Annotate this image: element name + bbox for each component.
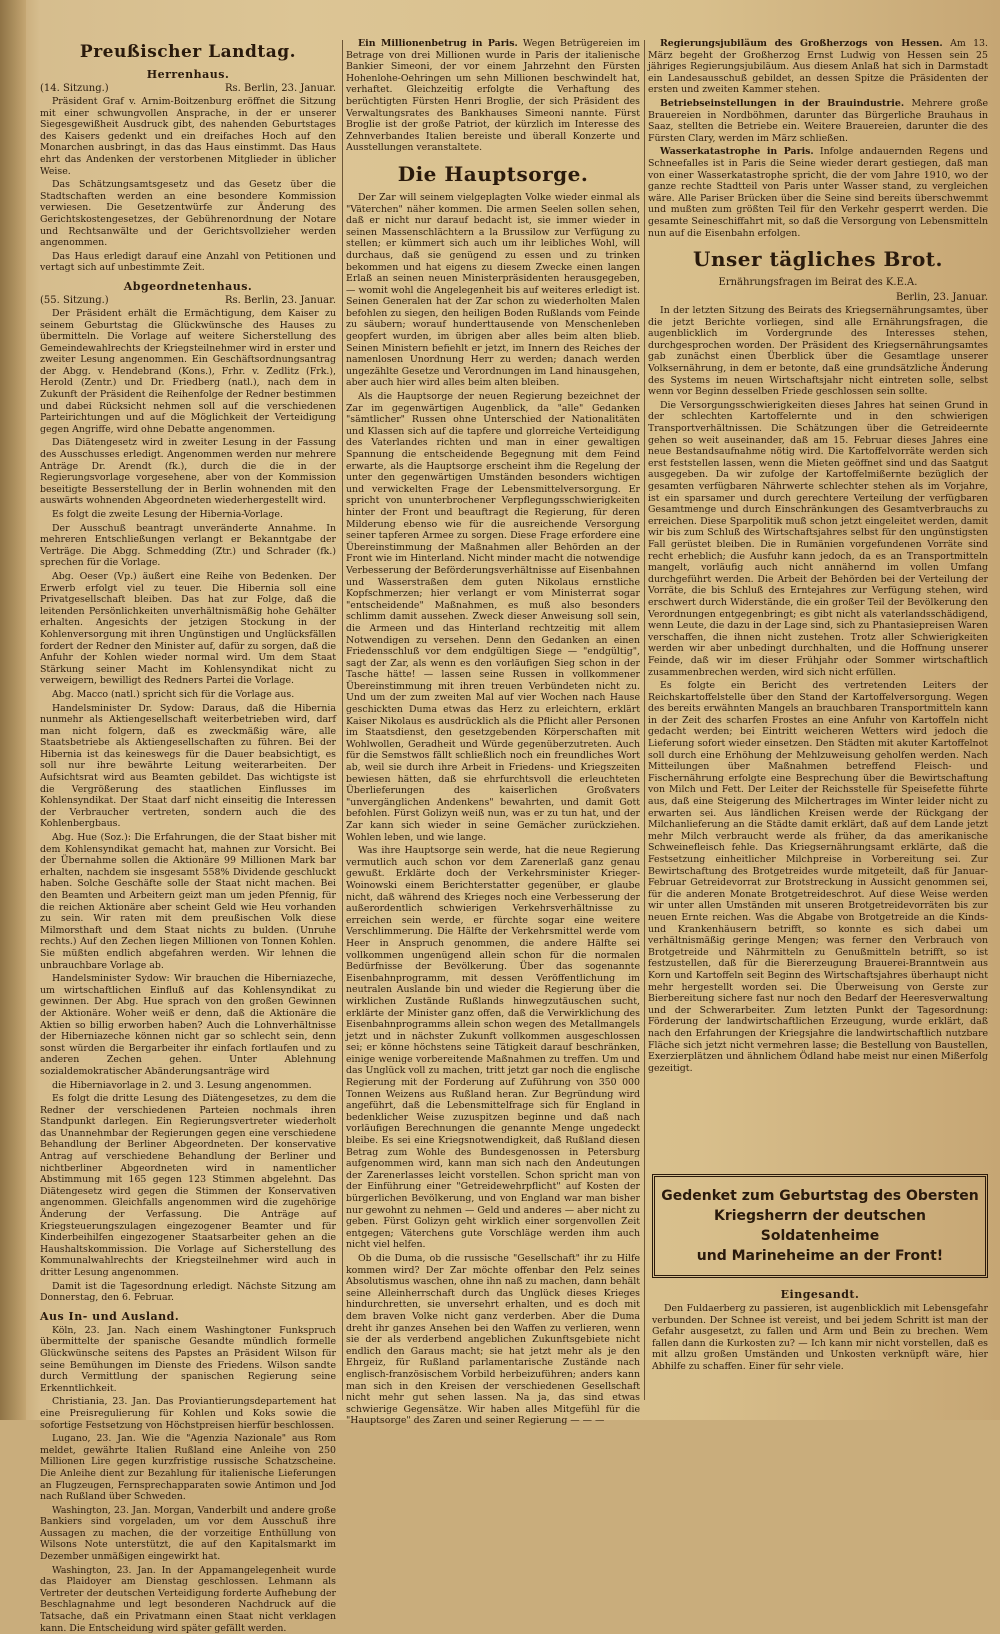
ausland-heading: Aus In- und Ausland.: [40, 1309, 180, 1323]
sitzung-label: (14. Sitzung.): [40, 83, 109, 94]
dateline-place: Berlin, 23. Januar.: [896, 292, 988, 304]
article-paragraph: Christiania, 23. Jan. Das Proviantierungsdepartement hat eine Preisregulierung für Kohlen und Koks sowie die sofortige Festsetzung von Höchstpreisen hierfür beschlossen.: [40, 1396, 336, 1431]
article-paragraph: Das Schätzungsamtsgesetz und das Gesetz über die Stadtschaften werden an eine besondere Kommission verwiesen. Die Gesetzentwürfe zur Änderung des Gerichtskostengesetzes, der Gebührenordnung der Notare und Rechtsanwälte und der Gerichtsvollzieher werden angenommen.: [40, 179, 336, 249]
column-rule: [644, 40, 645, 1400]
article-paragraph: Der Präsident erhält die Ermächtigung, dem Kaiser zu seinem Geburtstag die Glückwünsche des Hauses zu übermitteln. Die Vorlage auf weitere Sicherstellung des Gemeindewahlrechts der Kriegsteilnehmer wird in erster und zweiter Lesung angenommen. Ein Geschäftsordnungsantrag der Abgg. v. Hendebrand (Kons.), Frhr. v. Zedlitz (Frk.), Herold (Zentr.) und Dr. Friedberg (natl.), nach dem in Zukunft der Präsident die Reihenfolge der Redner bestimmen und dabei Rücksicht nehmen soll auf die verschiedenen Parteirichtungen und auf die Möglichkeit der Verteidigung gegen Angriffe, wird ohne Debatte angenommen.: [40, 307, 336, 435]
notice-line: Gedenket zum Geburtstag des Obersten: [661, 1188, 979, 1204]
article-paragraph: Washington, 23. Jan. In der Appamangelegenheit wurde das Plaidoyer am Dienstag geschlossen. Lehmann als Vertreter der deutschen Verteidigung forderte Aufhebung der Beschlagnahme und legt besonderen Nachdruck auf die Tatsache, daß ein Privatmann einen Staat nicht verklagen kann. Die Entscheidung wird später gefällt werden.: [40, 1564, 336, 1634]
article-paragraph: Handelsminister Dr. Sydow: Daraus, daß die Hibernia nunmehr als Aktiengesellschaft weiterbetrieben wird, darf man nicht folgern, daß es zweckmäßig wäre, alle Staatsbetriebe als Aktiengesellschaften zu führen. Bei der Hibernia ist das keineswegs für die Dauer beabsichtigt, es soll nur ihre bewährte Leitung weiterarbeiten. Der Aufsichtsrat wird aus Beamten gebildet. Das wichtigste ist die Vergrößerung des staatlichen Einflusses im Kohlensyndikat. Der Staat darf nicht einseitig die Interessen der Verbraucher vertreten, sondern auch die des Kohlenbergbaus.: [40, 702, 336, 830]
abgeordnetenhaus-body: [40, 308, 336, 1304]
article-paragraph: Abg. Oeser (Vp.) äußert eine Reihe von Bedenken. Der Erwerb erfolgt viel zu teuer. Die Hibernia soll eine Privatgesellschaft bleiben. Das hat zur Folge, daß die leitenden Persönlichkeiten unverhältnismäßig hohe Gehälter erhalten. Angesichts der jetzigen Stockung in der Kohlenversorgung mit ihren Ungünstigen und Unglücksfällen fordert der Redner den Minister auf, dafür zu sorgen, daß die Anfuhr der Kohlen wieder normal wird. Um dem Staat Stärkung seiner Macht im Kohlensyndikat nicht zu verweigern, bewilligt des Redners Partei die Vorlage.: [40, 570, 336, 687]
page-binding-edge: [0, 0, 26, 1420]
notice-line: und Marineheime an der Front!: [696, 1248, 944, 1264]
brau-heading: Betriebseinstellungen in der Brauindustrie.: [660, 97, 905, 109]
herrenhaus-heading: Herrenhaus.: [146, 68, 230, 81]
ausland-body: [40, 1325, 336, 1634]
article-paragraph: Das Diätengesetz wird in zweiter Lesung in der Fassung des Ausschusses erledigt. Angenommen werden nur mehrere Anträge Dr. Arendt (fk.), durch die die in der Regierungsvorlage vorgesehene, aber von der Kommission beseitigte Besserstellung der in Berlin wohnenden mit den auswärts wohnenden Abgeordneten wiederhergestellt wird.: [40, 437, 336, 507]
hauptsorge-heading: Die Hauptsorge.: [397, 161, 589, 186]
notice-line: Kriegsherrn der deutschen Soldatenheime: [713, 1208, 927, 1244]
herrenhaus-dateline: [40, 83, 336, 94]
article-paragraph: Damit ist die Tagesordnung erledigt. Nächste Sitzung am Donnerstag, den 6. Februar.: [40, 1280, 336, 1304]
eingesandt-heading: Eingesandt.: [780, 1288, 860, 1301]
wasser-article: [648, 146, 988, 239]
wasser-text: Infolge andauernden Regens und Schneefalles ist in Paris die Seine wieder derart gestiegen, daß man von einer Wasserkatastrophe spricht, die der vom Jahre 1910, wo der ganze rechte Stadtteil von Paris unter Wasser stand, zu vergleichen wäre. Alle Pariser Brücken über die Seine sind bereits überschwemmt und mußten zum größten Teil für den Verkehr gesperrt werden. Die gesamte Seineschiffahrt mit, so daß die Versorgung von Lebensmitteln nun auf die Eisenbahn erfolgen.: [648, 146, 988, 239]
article-paragraph: Die Versorgungsschwierigkeiten dieses Jahres hat seinen Grund in der schlechten Kartoffelernte und in den schwierigen Transportverhältnissen. Die Schätzungen über die Getreideernte gehen so weit auseinander, daß am 15. Februar dieses Jahres eine neue Bestandsaufnahme nötig wird. Die Kartoffelvorräte werden sich erst feststellen lassen, wenn die Mieten geöffnet sind und das Saatgut ausgegeben. Da wir zufolge der Kartoffelmißernte bezüglich der gesamten verfügbaren Nährwerte schlechter stehen als im Vorjahre, ist ein sparsamer und durch gerechtere Verteilung der verfügbaren Gesamtmenge und durch Einschränkungen des Gesamtverbrauchs zu erreichen. Diese Sparpolitik muß schon jetzt eingeleitet werden, damit wir bis zum Schluß des Wirtschaftsjahres selbst für den ungünstigsten Fall gerüstet bleiben. Die in Rumänien vorgefundenen Vorräte sind recht erheblich; die Ausfuhr kann jedoch, da es an Transportmitteln mangelt, vorläufig auch nicht annähernd im vollen Umfang durchgeführt werden. Die Arbeit der Behörden bei der Verteilung der Vorräte, die bis Schluß des Erntejahres zur Verfügung stehen, wird erschwert durch Widerstände, die ein großer Teil der Bevölkerung den Verordnungen entgegenbringt; es gibt nicht als vaterlandsschädigend, wenn Leute, die dazu in der Lage sind, sich zu Phantasiepreisen Waren verschaffen, die ihnen nicht zustehen. Trotz aller Schwierigkeiten werden wir aber unbedingt durchhalten, und die Hoffnung unserer Feinde, daß wir im dieser Frühjahr oder Sommer wirtschaftlich zusammenbrechen werden, wird sich nicht erfüllen.: [648, 399, 988, 678]
article-paragraph: In der letzten Sitzung des Beirats des Kriegsernährungsamtes, über die jetzt Berichte vorliegen, sind alle Ernährungsfragen, die augenblicklich im Vordergrunde des Interesses stehen, durchgesprochen worden. Der Präsident des Kriegsernährungsamtes gab zunächst einen Überblick über die Gesamtlage unserer Volksernährung, in dem er betonte, daß eine grundsätzliche Änderung des Systems im neuen Wirtschaftsjahr nicht eintreten solle, selbst wenn vor Beginn desselben Friede geschlossen sein sollte.: [648, 305, 988, 398]
jubilaeum-text: Am 13. März begeht der Großherzog Ernst Ludwig von Hessen sein 25 jähriges Regierungsjubiläum. Aus diesem Anlaß hat sich in Darmstadt ein Landesausschuß gebildet, an dessen Spitze die Präsidenten der ersten und zweiten Kammer stehen.: [648, 38, 988, 96]
soldatenheime-notice-box: [652, 1174, 988, 1278]
brot-dateline: [648, 292, 988, 303]
eingesandt-section: [652, 1282, 988, 1375]
article-paragraph: Handelsminister Sydow: Wir brauchen die Hiberniazeche, um wirtschaftlichen Einfluß auf das Kohlensyndikat zu gewinnen. Der Abg. Hue sprach von den großen Gewinnen der Aktionäre. Woher weiß er denn, daß die Aktionäre die Aktien so billig erworben haben? Auch die Lohnverhältnisse der Hiberniazeche können nicht gar so schlecht sein, denn sonst würden die Bergarbeiter ihr einfach fortlaufen und zu anderen Zechen gehen. Unter Ablehnung sozialdemokratischer Abänderungsanträge wird: [40, 973, 336, 1077]
article-paragraph: Abg. Macco (natl.) spricht sich für die Vorlage aus.: [52, 688, 295, 700]
eingesandt-text: Den Fuldaerberg zu passieren, ist augenblicklich mit Lebensgefahr verbunden. Der Schnee ist vereist, und bei jedem Schritt ist man der Gefahr ausgesetzt, zu fallen und Arm und Bein zu brechen. Wem fallen dann die Kurkosten zu? — Ich kann mir nicht vorstellen, daß es mit allzu großen Umständen und Unkosten verknüpft wäre, hier Abhilfe zu schaffen. Einer für sehr viele.: [652, 1303, 988, 1372]
article-paragraph: Als die Hauptsorge der neuen Regierung bezeichnet der Zar im gegenwärtigen Augenblick, da "alle" Gedanken "sämtlicher" Russen ohne Unterschied der Nationalitäten und Klassen sich auf die tapfere und glorreiche Verteidigung des Vaterlandes richten und man in einer gewaltigen Spannung die entscheidende Begegnung mit dem Feind erwarte, als die Hauptsorge erscheint ihm die Regelung der unter den gegenwärtigen Umständen besonders wichtigen und verwickelten Frage der Lebensmittelversorgung. Er spricht von ununterbrochener Verpflegungsschwierigkeiten hinter der Front und beauftragt die Regierung, für deren Milderung ebenso wie für die ausreichende Versorgung seiner tapferen Armee zu sorgen. Diese Frage erfordere eine Übereinstimmung der Maßnahmen aller Behörden an der Front wie im Hinterland. Nicht minder macht die notwendige Verbesserung der Beförderungsverhältnisse auf Eisenbahnen und Wasserstraßen dem guten Nikolaus ernstliche Kopfschmerzen; hier verlangt er vom Ministerrat sogar "entscheidende" Maßnahmen, es muß also besonders schlimm damit aussehen. Zweck dieser Anweisung soll sein, die Armeen und das Hinterland rechtzeitig mit allem Notwendigen zu versehen. Denn den Gedanken an einen Friedensschluß vor dem endgültigen Siege — "endgültig", sagt der Zar, als wenn es den vorläufigen Sieg schon in der Tasche hätte! — lassen seine Russen in vollkommener Übereinstimmung mit ihren treuen Verbündeten nicht zu. Und um der zum zweiten Mal auf vier Wochen nach Hause geschickten Duma etwas das Herz zu erleichtern, erklärt Kaiser Nikolaus es ausdrücklich als die Pflicht aller Personen im Staatsdienst, den gesetzgebenden Körperschaften mit Wohlwollen, Geradheit und Würde gegenüberzutreten. Auch für die Semstwos fällt schließlich noch ein freundliches Wort ab, weil sie durch ihre Arbeit in Friedens- und Kriegszeiten bewiesen hätten, daß sie ehrfurchtsvoll die erleuchteten Überlieferungen des kaiserlichen Großvaters "unvergänglichen Andenkens" bewahrten, und damit Gott befohlen. Fürst Golizyn weiß nun, was er zu tun hat, und der Zar kann sich wieder in seine Gemächer zurückziehen. Wohlen leben, und wie lange.: [346, 391, 640, 843]
article-paragraph: Köln, 23. Jan. Nach einem Washingtoner Funkspruch übermittelte der spanische Gesandte mündlich formelle Glückwünsche seitens des Papstes an Präsident Wilson für seine Bemühungen im Dienste des Friedens. Wilson sandte durch Vermittlung der spanischen Regierung seine Erkenntlichkeit.: [40, 1324, 336, 1394]
brot-subheading: Ernährungsfragen im Beirat des K.E.A.: [718, 277, 918, 289]
wasser-heading: Wasserkatastrophe in Paris.: [660, 146, 814, 158]
jubilaeum-article: [648, 38, 988, 96]
jubilaeum-heading: Regierungsjubiläum des Großherzogs von Hessen.: [660, 38, 943, 49]
million-heading: Ein Millionenbetrug in Paris.: [358, 38, 518, 49]
herrenhaus-body: [40, 96, 336, 274]
brau-article: [648, 98, 988, 144]
article-paragraph: Washington, 23. Jan. Morgan, Vanderbilt und andere große Bankiers sind vorgeladen, um vor dem Ausschuß ihre Aussagen zu machen, die der vorzeitige Enthüllung von Wilsons Note unterstützt, die auf den Kapitalsmarkt im Dezember unmäßigen eingewirkt hat.: [40, 1504, 336, 1563]
dateline-place: Rs. Berlin, 23. Januar.: [224, 83, 336, 94]
article-paragraph: Was ihre Hauptsorge sein werde, hat die neue Regierung vermutlich auch schon vor dem Zarenerlaß ganz genau gewußt. Erklärte doch der Verkehrsminister Krieger-Woinowski einem Berichterstatter gegenüber, er glaube nicht, daß während des Krieges noch eine Verbesserung der außerordentlich schwierigen Verkehrsverhältnisse zu erreichen sein werde, er fürchte sogar eine weitere Verschlimmerung. Die Hälfte der Verkehrsmittel werde vom Heer in Anspruch genommen, die andere Hälfte sei vollkommen ungenügend allein schon für die normalen Bedürfnisse der Bevölkerung. Über das sogenannte Eisenbahnprogramm, mit dessen Veröffentlichung im neutralen Auslande bin und wieder die Regierung über die wirklichen Zustände Rußlands hinwegzutäuschen sucht, erklärte der Minister ganz offen, daß die Verwirklichung des Eisenbahnprogramms allein schon wegen des Metallmangels jetzt und in nächster Zukunft vollkommen ausgeschlossen sei; er könne höchstens seine Tätigkeit darauf beschränken, einige wenige vorbereitende Maßnahmen zu treffen. Um und das Unglück voll zu machen, tritt jetzt gar noch die englische Regierung mit der Forderung auf Zuführung von 350 000 Tonnen Weizens aus Rußland heran. Zur Begründung wird angeführt, daß die Lebensmittelfrage sich für England in bedenklicher Weise zuzuspitzen beginne und daß nach vorläufigen Berechnungen die genannte Menge ungedeckt bleibe. Es sei eine Kriegsnotwendigkeit, daß Rußland diesen Betrag zum Wohle des Bundesgenossen in Petersburg aufgenommen wird, kann man sich nach den Andeutungen der Zarenerlasses leicht vorstellen. Schon spricht man von der Einführung einer "Getreidewehrpflicht" auf Kosten der bürgerlichen Bevölkerung, und von England war man bisher nur gewohnt zu nehmen — Geld und anderes — aber nicht zu geben. Fürst Golizyn geht wirklich einer sorgenvollen Zeit entgegen; Väterchens gute Vorschläge werden ihm auch nicht viel helfen.: [346, 845, 640, 1251]
article-paragraph: Es folgt die dritte Lesung des Diätengesetzes, zu dem die Redner der verschiedenen Parteien nochmals ihren Standpunkt darlegen. Ein Regierungsvertreter wiederholt das Unannehmbar der Regierungen gegen eine verschiedene Behandlung der Berliner Abgeordneten. Der konservative Antrag auf verschiedene Behandlung der Berliner und nichtberliner Abgeordneten wird in namentlicher Abstimmung mit 165 gegen 123 Stimmen abgelehnt. Das Diätengesetz wird gegen die Stimmen der Konservativen angenommen. Gleichfalls angenommen wird die zugehörige Änderung der Verfassung. Die Anträge auf Kriegsteuerungszulagen eingezogener Beamter und für Kinderbeihilfen eingezogener Staatsarbeiter gehen an die Haushaltskommission. Die Vorlage auf Sicherstellung des Kommunalwahlrechts der Kriegsteilnehmer wird auch in dritter Lesung angenommen.: [40, 1093, 336, 1278]
landtag-title: Preußischer Landtag.: [79, 42, 297, 62]
column-hauptsorge: [346, 38, 640, 1427]
article-paragraph: Lugano, 23. Jan. Wie die "Agenzia Nazionale" aus Rom meldet, gewährte Italien Rußland eine Anleihe von 250 Millionen Lire gegen kurzfristige russische Schatzscheine. Die Anleihe dient zur Bezahlung für italienische Lieferungen an Flugzeugen, Fernsprechapparaten sowie Antimon und Jod nach Rußland über Schweden.: [40, 1433, 336, 1503]
abgeordnetenhaus-heading: Abgeordnetenhaus.: [123, 279, 253, 293]
article-paragraph: Der Ausschuß beantragt unveränderte Annahme. In mehreren Entschließungen verlangt er Bekanntgabe der Verträge. Die Abgg. Schmedding (Ztr.) und Schrader (fk.) sprechen für die Vorlage.: [40, 522, 336, 569]
article-paragraph: Präsident Graf v. Arnim-Boitzenburg eröffnet die Sitzung mit einer schwungvollen Ansprache, in der er unserer Siegesgewißheit Ausdruck gibt, des nahenden Geburtstages des Kaisers gedenkt und ein dreifaches Hoch auf den Monarchen ausbringt, in das das Haus einstimmt. Das Haus ehrt das Andenken der verstorbenen Mitglieder in üblicher Weise.: [40, 96, 336, 177]
brau-text: Mehrere große Brauereien in Nordböhmen, darunter das Bürgerliche Brauhaus in Saaz, stellten die Betriebe ein. Weitere Brauereien, darunter die des Fürsten Clary, werden im März schließen.: [648, 97, 988, 144]
million-article: [346, 38, 640, 154]
dateline-place: Rs. Berlin, 23. Januar.: [224, 294, 336, 306]
column-rule: [342, 40, 343, 1400]
article-paragraph: Es folgt die zweite Lesung der Hibernia-Vorlage.: [52, 509, 283, 520]
article-paragraph: Abg. Hue (Soz.): Die Erfahrungen, die der Staat bisher mit dem Kohlensyndikat gemacht hat, mahnen zur Vorsicht. Bei der Übernahme sollen die Aktionäre 99 Millionen Mark bar erhalten, nachdem sie insgesamt 558% Dividende geschluckt haben. Solche Geschäfte solle der Staat nicht machen. Bei den Beamten und Arbeitern geizt man um jeden Pfennig, für die reichen Aktionäre aber scheint Geld wie Heu vorhanden zu sein. Wir raten mit dem preußischen Volk diese Milmorsthaft und dem Staat nichts zu bulden. (Unruhe rechts.) Auf den Zechen liegen Millionen von Tonnen Kohlen. Sie müßten endlich abgefahren werden. Wir lehnen die unbrauchbare Vorlage ab.: [40, 832, 336, 971]
hauptsorge-body: [346, 192, 640, 1427]
article-paragraph: Es folgte ein Bericht des vertretenden Leiters der Reichskartoffelstelle über den Stand der Kartoffelversorgung. Wegen des bereits erwähnten Mangels an brauchbaren Transportmitteln kann in der Zeit des scharfen Frostes an eine Anfuhr von Kartoffeln nicht gedacht werden; bei Eintritt weicheren Wetters wird jedoch die Lieferung sofort wieder einsetzen. Den Städten mit akuter Kartoffelnot soll durch eine Erhöhung der Mehlzuweisung geholfen werden. Nach Mitteilungen über Maßnahmen betreffend Fleisch- und Fischernährung erfolgte eine Besprechung über die Bewirtschaftung von Milch und Fett. Der Leiter der Reichsstelle für Speisefette führte aus, daß eine Steigerung des Milchertrages im Winter leider nicht zu erwarten sei. Aus ländlichen Kreisen werde der Rückgang der Milchanlieferung an die Städte damit erklärt, daß auf dem Lande jetzt mehr Milch verbraucht werde als früher, da das amerikanische Schweinefleisch fehle. Das Kriegsernährungsamt erklärte, daß die Festsetzung einheitlicher Milchpreise in Vorbereitung sei. Zur Bewirtschaftung des Brotgetreides wurde mitgeteilt, daß für Januar-Februar Getreidevorrat zur Brotstreckung in Aussicht genommen sei, für die anderen Monate Brotgetreideschrot. Auf diese Weise werden wir unter allen Umständen mit unseren Brotgetreidevorräten bis zur neuen Ernte reichen. Was die Abgabe von Brotgetreide an die Kinds- und Krankenhäusern betrifft, so konnte es sich dabei um verhältnismäßig geringe Mengen; was ferner den Verbrauch von Brotgetreide und Nährmitteln zu Genußmitteln betrifft, so ist festzustellen, daß für die Biererzeugung Brauerei-Branntwein aus Korn und Kartoffeln seit Beginn des Wirtschaftsjahres überhaupt nicht mehr hergestellt worden sei. Die Überweisung von Gerste zur Bierbereitung sichere fast nur noch den Bedarf der Heeresverwaltung und der Schwerarbeiter. Zum letzten Punkt der Tagesordnung: Förderung der landwirtschaftlichen Erzeugung, wurde erklärt, daß nach den Erfahrungen der Kriegsjahre die landwirtschaftlich nutzbare Fläche sich jetzt nicht vermehren lasse; die Bestellung von Baustellen, Exerzierplätzen und ähnlichem Ödland habe meist nur einen Mißerfolg gezeitigt.: [648, 680, 988, 1074]
article-paragraph: Ob die Duma, ob die russische "Gesellschaft" ihr zu Hilfe kommen wird? Der Zar möchte offenbar den Pelz seines Absolutismus waschen, ohne ihn naß zu machen, dann behält seine Alleinherrschaft durch das Unglück dieses Krieges hindurchretten, sie unversehrt erhalten, und es doch mit dem braven Volke nicht ganz verderben. Aber die Duma dreht ihr ganzes Ansehen bei den Waffen zu verlieren, wenn sie der als verderbend angeblichen Zukunftsgebiete nicht endlich den Garaus macht; sie hat jetzt mehr als je den Ehrgeiz, für Rußland parlamentarische Zustände nach englisch-französischem Vorbild herbeizuführen; anders kann man sich in den Kreisen der verschiedenen Gesellschaft nicht mehr gut sehen lassen. Na ja, das sind etwas schwierige Gegensätze. Wir haben alles Mitgefühl für die "Hauptsorge" des Zaren und seiner Regierung — — —: [346, 1252, 640, 1427]
article-paragraph: Der Zar will seinem vielgeplagten Volke wieder einmal als "Väterchen" näher kommen. Die armen Seelen sollen sehen, daß er nicht nur darauf bedacht ist, sie immer wieder in seinen Massenschlächtern a la Brussilow zur Verfügung zu stellen; er kümmert sich auch um ihr leibliches Wohl, will durchaus, daß sie genügend zu essen und zu trinken bekommen und hat eigens zu diesem Zwecke einen langen Erlaß an seinen neuen Ministerpräsidenten herausgegeben, — womit wohl die Angelegenheit bis auf weiteres erledigt ist. Seinen Generalen hat der Zar schon zu wiederholten Malen befohlen zu siegen, den heiligen Boden Rußlands vom Feinde zu säubern; worauf hunderttausende von Menschenleben geopfert wurden, im übrigen aber alles beim alten blieb. Seinen Ministern befiehlt er jetzt, im Innern des Reiches der namenlosen Unordnung Herr zu werden; danach werden ungezählte Gesetze und Verordnungen im Land hinausgehen, aber auch hier wird alles beim alten bleiben.: [346, 191, 640, 389]
sitzung-label: (55. Sitzung.): [40, 294, 109, 306]
million-text: Wegen Betrügereien im Betrage von drei Millionen wurde in Paris der italienische Bankier Simeoni, der vor einem Jahrzehnt den Fürsten Hohenlohe-Oehringen um sehn Millionen beschwindelt hat, verhaftet. Gleichzeitig erfolgte die Verhaftung des berüchtigten Fürsten Henri Broglie, der sich Präsident des Verwaltungsrates des Bankhauses Simeoni nannte. Fürst Broglie ist der große Patriot, der kürzlich im Interesse des Zehnverbandes Italien bereiste und überall Konzerte und Ausstellungen veranstaltete.: [346, 38, 640, 154]
article-paragraph: Das Haus erledigt darauf eine Anzahl von Petitionen und vertagt sich auf unbestimmte Zeit.: [40, 250, 336, 274]
column-landtag: [40, 38, 336, 1634]
brot-heading: Unser tägliches Brot.: [693, 247, 943, 272]
abgeordnetenhaus-dateline: [40, 295, 336, 306]
article-paragraph: die Hiberniavorlage in 2. und 3. Lesung angenommen.: [52, 1079, 312, 1091]
